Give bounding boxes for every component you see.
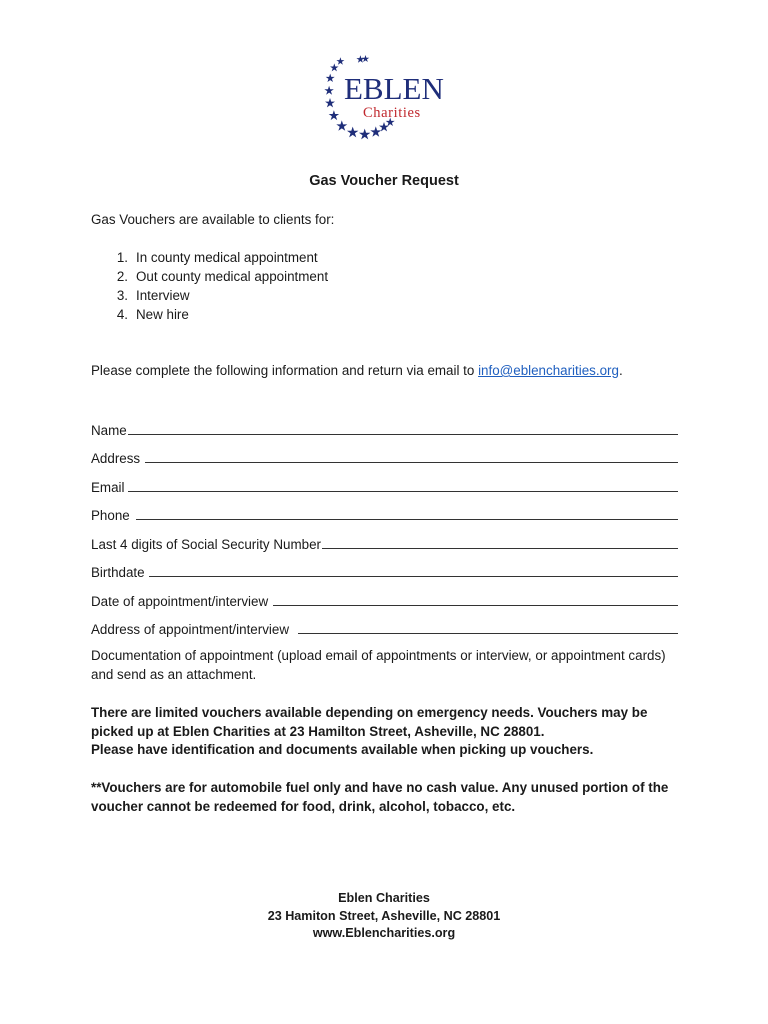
field-line[interactable] [145, 462, 678, 463]
ssn-last4-field[interactable] [91, 534, 678, 552]
list-text: New hire [136, 307, 189, 322]
email-link[interactable]: info@eblencharities.org [478, 363, 619, 378]
instruction-text [91, 362, 623, 380]
intro-text: Gas Vouchers are available to clients for: [91, 212, 335, 227]
instruction-prefix: Please complete the following information and return via email to [91, 363, 479, 378]
name-field[interactable] [91, 420, 678, 438]
email-field[interactable] [91, 477, 678, 495]
field-line[interactable] [298, 633, 678, 634]
field-label: Address [91, 451, 141, 466]
address-field[interactable] [91, 448, 678, 466]
footer-website[interactable]: www.Eblencharities.org [312, 926, 456, 940]
list-number: 3. [116, 288, 128, 303]
birthdate-field[interactable] [91, 562, 678, 580]
notice-line-1: There are limited vouchers available depending on emergency needs. Vouchers may be picked up at Eblen Charities at 23 Hamilton Street, Asheville, NC 28801. [91, 705, 648, 739]
field-label: Date of appointment/interview [91, 594, 269, 609]
page-title: Gas Voucher Request [309, 173, 459, 189]
field-line[interactable] [322, 548, 678, 549]
list-text: Interview [136, 288, 190, 303]
footer [0, 890, 768, 943]
field-line[interactable] [128, 434, 678, 435]
field-line[interactable] [273, 605, 678, 606]
list-text: In county medical appointment [136, 250, 318, 265]
footer-name: Eblen Charities [338, 891, 430, 905]
list-text: Out county medical appointment [136, 269, 329, 284]
appointment-date-field[interactable] [91, 591, 678, 609]
field-line[interactable] [136, 519, 678, 520]
appointment-address-field[interactable] [91, 619, 678, 637]
instruction-suffix: . [618, 363, 623, 378]
field-label: Phone [91, 508, 130, 523]
notice-line-2: Please have identification and documents available when picking up vouchers. [91, 742, 594, 757]
field-label: Last 4 digits of Social Security Number [91, 537, 321, 552]
phone-field[interactable] [91, 505, 678, 523]
list-number: 4. [116, 307, 128, 322]
notice-text [91, 704, 681, 760]
field-label: Address of appointment/interview [91, 622, 289, 637]
list-number: 1. [116, 250, 128, 265]
field-line[interactable] [149, 576, 678, 577]
field-label: Name [91, 423, 127, 438]
eblen-charities-logo [322, 52, 446, 148]
logo-wordmark-charities: Charities [363, 105, 421, 121]
logo-graphic [322, 52, 446, 148]
field-label: Birthdate [91, 565, 145, 580]
disclaimer-text: **Vouchers are for automobile fuel only and have no cash value. Any unused portion of the voucher cannot be redeemed for food, drink, alcohol, tobacco, etc. [91, 780, 669, 814]
documentation-text: Documentation of appointment (upload email of appointments or interview, or appointment cards) and send as an attachment. [91, 648, 666, 682]
list-number: 2. [116, 269, 128, 284]
logo-wordmark-eblen: EBLEN [344, 71, 444, 106]
field-line[interactable] [128, 491, 678, 492]
field-label: Email [91, 480, 125, 495]
footer-address: 23 Hamiton Street, Asheville, NC 28801 [267, 908, 501, 923]
